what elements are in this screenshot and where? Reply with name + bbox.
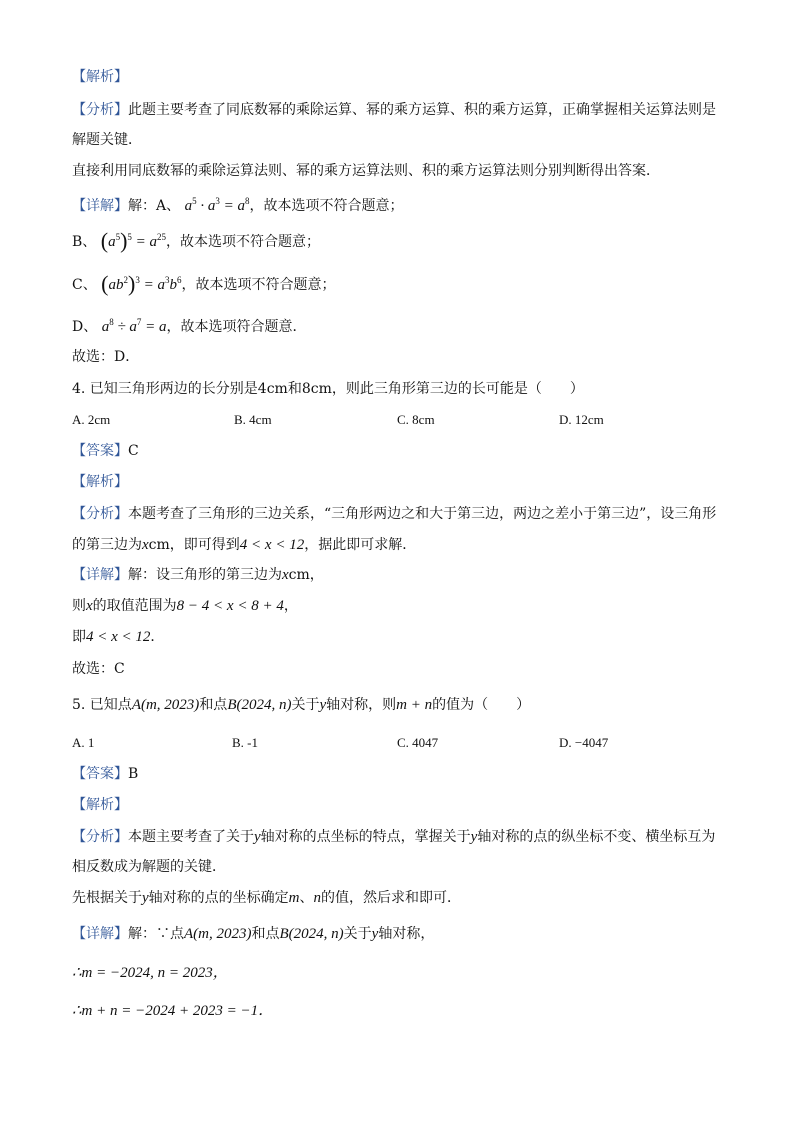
analysis-label: 【解析】 [72,797,128,813]
q4-analysis-line-1: 【分析】本题考查了三角形的三边关系，“三角形两边之和大于第三边，两边之差小于第三边”，设三角形 [72,506,717,522]
formula-C: $(ab^2)^3 = a^3b^6$ [101,271,182,296]
q4-detail-3: 即4 < x < 12． [72,629,165,645]
q5-answer: 【答案】B [72,766,139,782]
q3-detail-A: 【详解】解：A、 $a^5 \cdot a^3 = a^8$，故本选项不符合题意； [72,196,404,214]
formula-A: $a^5 \cdot a^3 = a^8$ [184,196,250,214]
q4-analysis-line-2: 的第三边为xcm，即可得到4 < x < 12，据此即可求解． [72,537,417,553]
detail-label: 【详解】 [72,198,128,214]
q4-option-b: B. 4cm [234,412,272,427]
fenxi-label: 【分析】 [72,506,128,522]
q4-detail-2: 则x的取值范围为8 − 4 < x < 8 + 4， [72,598,298,614]
range-formula: 8 − 4 < x < 8 + 4 [176,598,284,614]
q3-choose: 故选：D． [72,349,140,365]
detail-label: 【详解】 [72,567,128,583]
q3-detail-C: C、 $(ab^2)^3 = a^3b^6$，故本选项不符合题意； [72,271,336,296]
q5-math-line-1: ∴m = −2024, n = 2023， [72,965,228,981]
q3-method: 直接利用同底数幂的乘除运算法则、幂的乘方运算法则、积的乘方运算法则分别判断得出答案． [72,163,660,179]
q5-option-c: C. 4047 [397,735,439,750]
q5-detail-1: 【详解】解：∵点A(m, 2023)和点B(2024, n)关于y轴对称， [72,926,435,942]
q4-answer: 【答案】C [72,443,139,459]
inequality: 4 < x < 12 [239,537,305,553]
q3-analysis-line-1: 【分析】此题主要考查了同底数幂的乘除运算、幂的乘方运算、积的乘方运算，正确掌握相关运算法则是 [72,102,716,118]
q4-option-c: C. 8cm [397,412,435,427]
q4-option-d: D. 12cm [559,412,604,427]
analysis-label: 【解析】 [72,69,128,85]
q3-detail-D: D、 $a^8 \div a^7 = a$，故本选项符合题意． [72,317,307,335]
q4-choose: 故选：C [72,661,125,677]
detail-label: 【详解】 [72,926,128,942]
analysis-label: 【解析】 [72,474,128,490]
formula-D: $a^8 \div a^7 = a$ [101,317,167,335]
q5-option-b: B. -1 [232,735,258,750]
q4-detail-1: 【详解】解：设三角形的第三边为xcm， [72,567,324,583]
formula-B: $(a^5)^5 = a^{25}$ [100,228,167,253]
q5-option-a: A. 1 [72,735,95,750]
answer-label: 【答案】 [72,766,128,782]
q3-detail-B: B、 $(a^5)^5 = a^{25}$，故本选项不符合题意； [72,228,321,253]
range-result: 4 < x < 12 [86,629,151,645]
q5-math-line-2: ∴m + n = −2024 + 2023 = −1． [72,1003,274,1019]
q4-stem: 4. 已知三角形两边的长分别是4cm和8cm，则此三角形第三边的长可能是（ ） [72,381,584,397]
q5-method: 先根据关于y轴对称的点的坐标确定m、n的值，然后求和即可． [72,890,462,906]
fenxi-label: 【分析】 [72,829,128,845]
q5-analysis-line-1: 【分析】本题主要考查了关于y轴对称的点坐标的特点，掌握关于y轴对称的点的纵坐标不变、横坐标互为 [72,829,716,845]
fenxi-label: 【分析】 [72,102,128,118]
answer-label: 【答案】 [72,443,128,459]
q5-analysis-line-2: 相反数成为解题的关键． [72,859,226,875]
q4-option-a: A. 2cm [72,412,111,427]
q5-stem: 5. 已知点A(m, 2023)和点B(2024, n)关于y轴对称，则m + n的值为（ ） [72,697,531,713]
q5-option-d: D. −4047 [559,735,609,750]
q3-analysis-line-2: 解题关键． [72,132,142,148]
